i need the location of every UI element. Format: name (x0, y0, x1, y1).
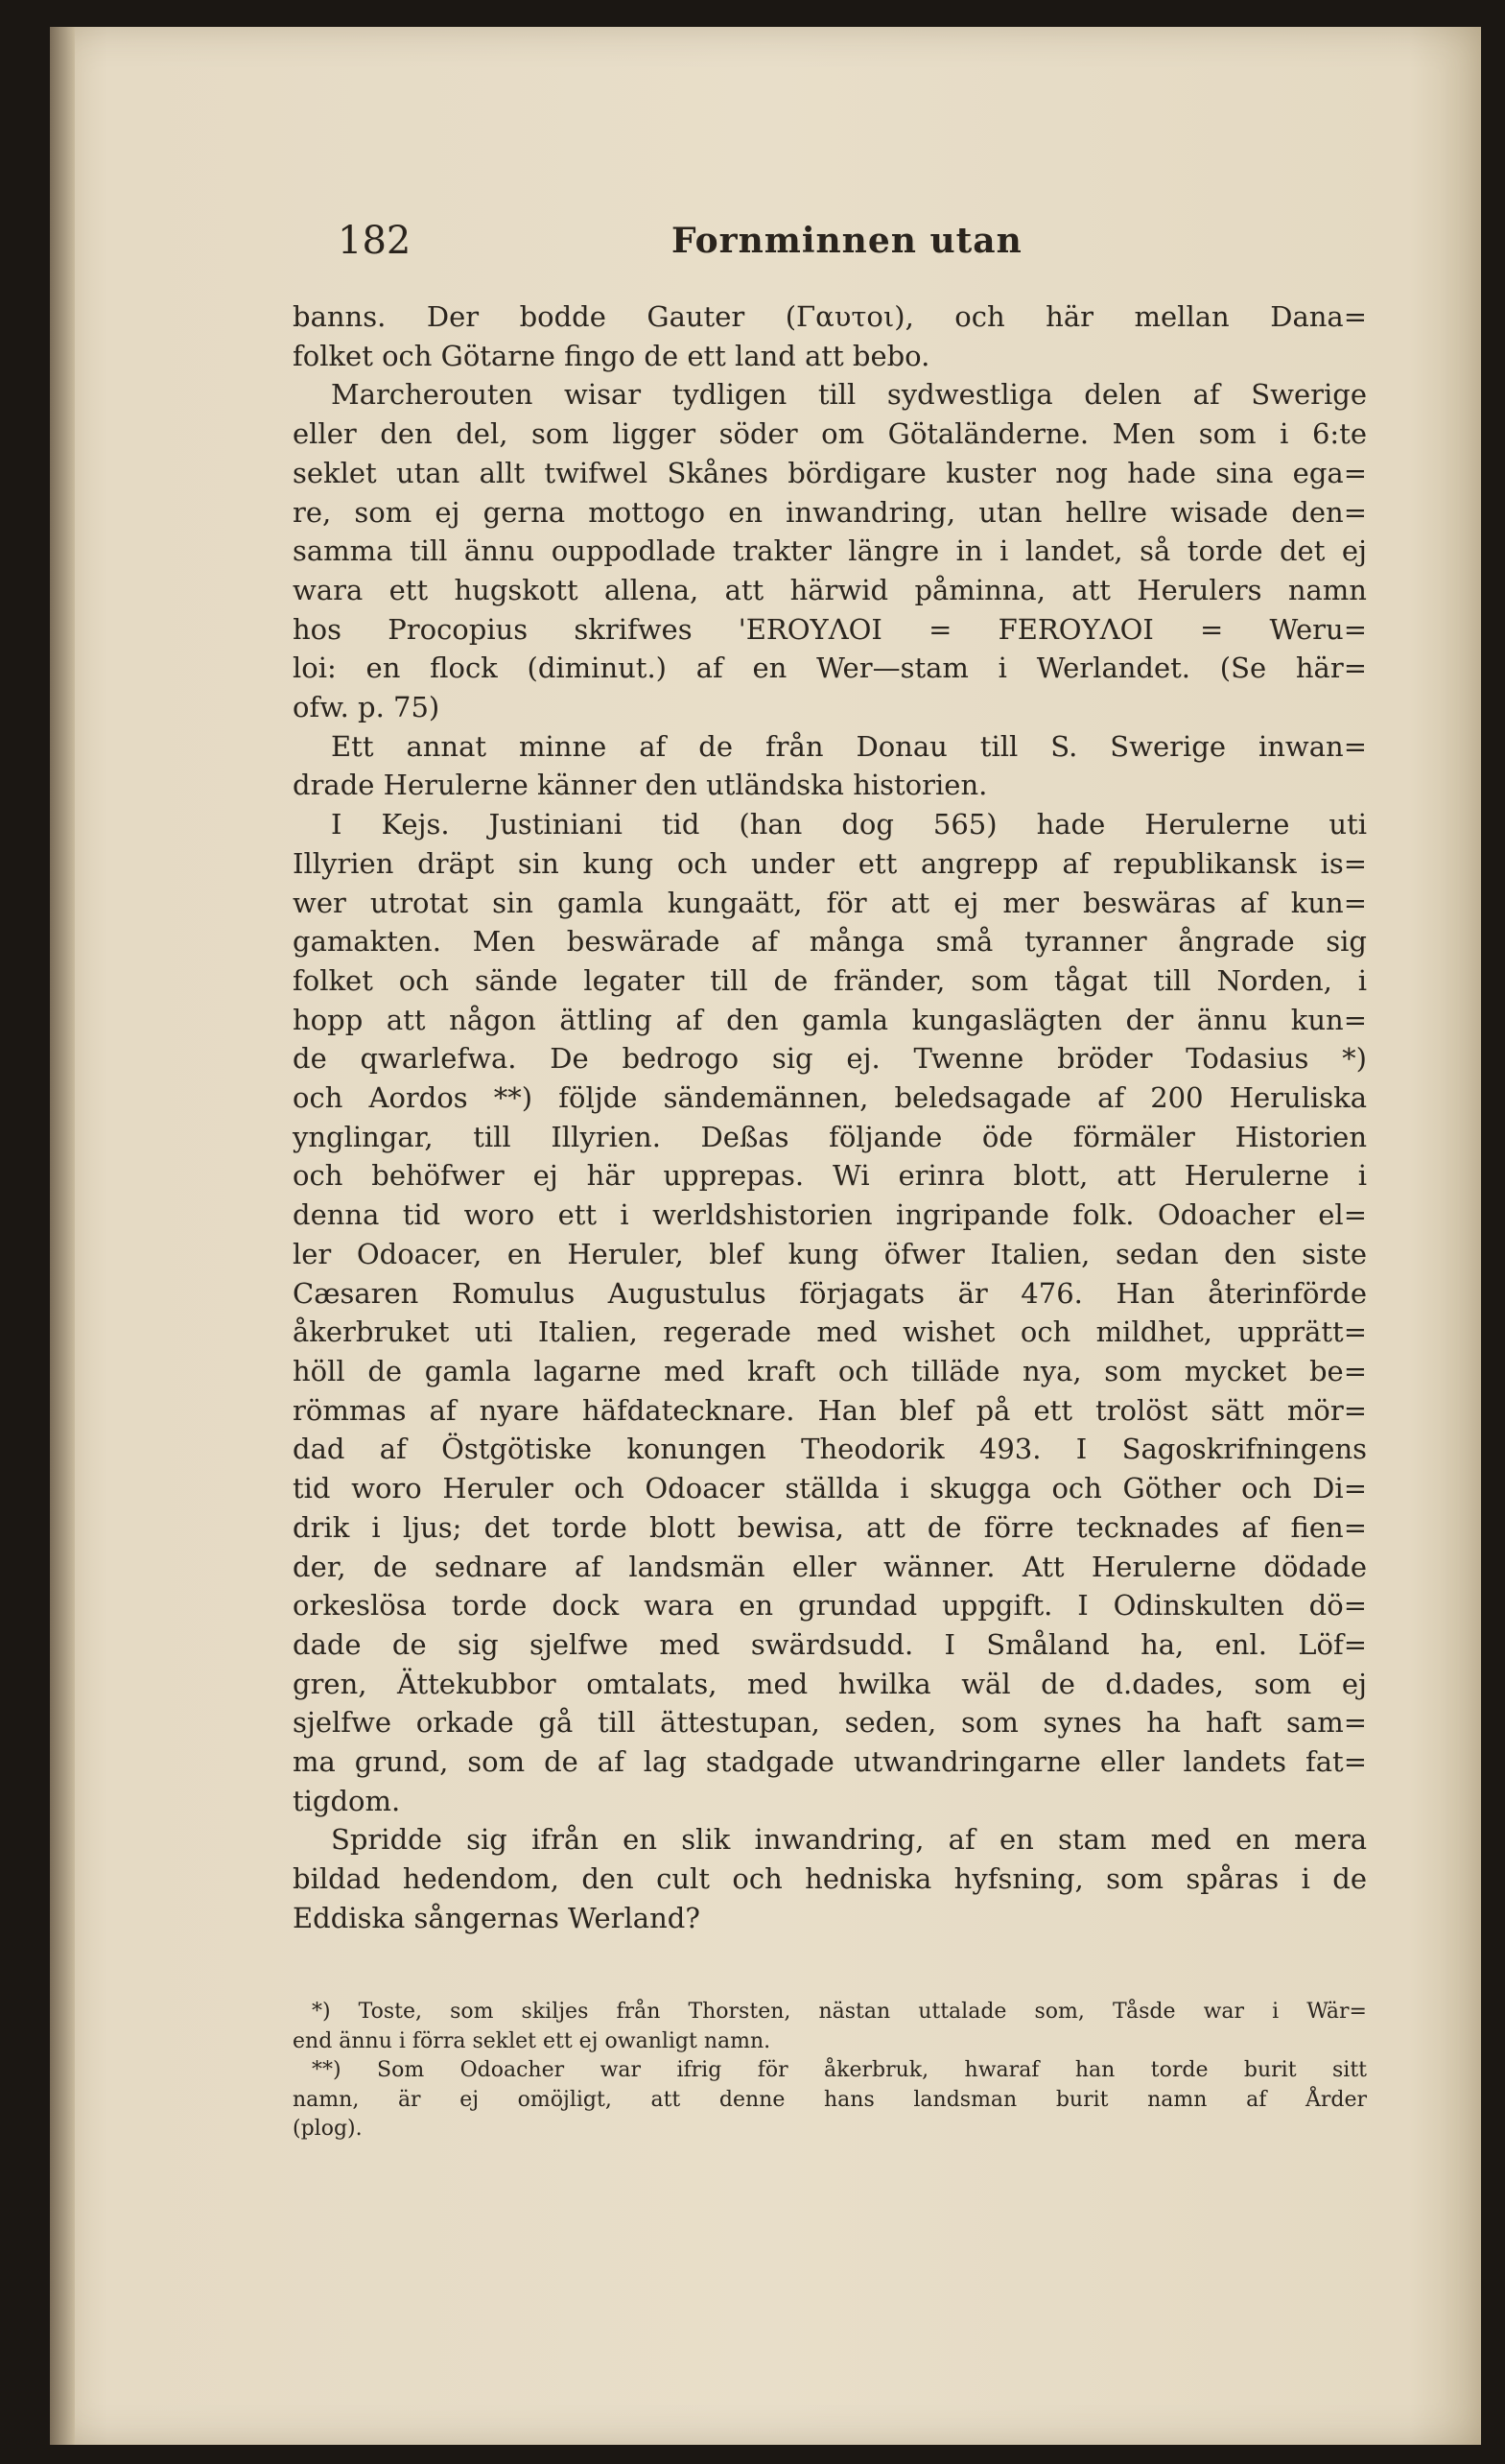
body-line: drade Herulerne känner den utländska historien. (293, 769, 988, 802)
body-line: hos Procopius skrifwes 'EROYΛOI = FEROYΛOI = Weru= (293, 612, 1367, 646)
body-line: ynglingar, till Illyrien. Deßas följande öde förmäler Historien (293, 1120, 1367, 1153)
footnotes (293, 1998, 1367, 2144)
body-line: ofw. p. 75) (293, 691, 440, 724)
body-text (293, 297, 1367, 1938)
body-line: bildad hedendom, den cult och hedniska hyfsning, som spåras i de (293, 1862, 1367, 1896)
body-line: gamakten. Men beswärade af många små tyranner ångrade sig (293, 925, 1367, 959)
body-line: wer utrotat sin gamla kungaätt, för att ej mer beswäras af kun= (293, 886, 1367, 919)
running-title: Fornminnen utan (671, 221, 1023, 261)
page-number: 182 (338, 219, 412, 263)
body-line: samma till ännu ouppodlade trakter längre in i landet, så torde det ej (293, 534, 1367, 568)
footnote-line: end ännu i förra seklet ett ej owanligt namn. (293, 2028, 771, 2053)
body-line: de qwarlefwa. De bedrogo sig ej. Twenne bröder Todasius *) (293, 1042, 1367, 1076)
page-gutter-shadow (50, 27, 75, 2445)
body-line: Marcherouten wisar tydligen till sydwestliga delen af Swerige (331, 378, 1367, 412)
body-line: I Kejs. Justiniani tid (han dog 565) hade Herulerne uti (331, 808, 1367, 841)
body-line: sjelfwe orkade gå till ättestupan, seden, som synes ha haft sam= (293, 1706, 1367, 1740)
body-line: loi: en flock (diminut.) af en Wer—stam i Werlandet. (Se här= (293, 652, 1367, 685)
footnote-line: *) Toste, som skiljes från Thorsten, nästan uttalade som, Tåsde war i Wär= (312, 2000, 1367, 2024)
body-line: ma grund, som de af lag stadgade utwandringarne eller landets fat= (293, 1745, 1367, 1779)
body-line: och behöfwer ej här upprepas. Wi erinra blott, att Herulerne i (293, 1159, 1367, 1193)
body-line: ler Odoacer, en Heruler, blef kung öfwer Italien, sedan den siste (293, 1237, 1367, 1270)
footnote-line: namn, är ej omöjligt, att denne hans landsman burit namn af Årder (293, 2087, 1367, 2112)
body-line: orkeslösa torde dock wara en grundad uppgift. I Odinskulten dö= (293, 1589, 1367, 1623)
body-line: tid woro Heruler och Odoacer ställda i skugga och Göther och Di= (293, 1472, 1367, 1505)
body-line: dade de sig sjelfwe med swärdsudd. I Småland ha, enl. Löf= (293, 1627, 1367, 1661)
body-line: der, de sednare af landsmän eller wänner. Att Herulerne dödade (293, 1550, 1367, 1583)
body-line: Spridde sig ifrån en slik inwandring, af en stam med en mera (331, 1823, 1367, 1857)
body-line: folket och Götarne fingo de ett land att bebo. (293, 339, 930, 372)
body-line: Cæsaren Romulus Augustulus förjagats är 476. Han återinförde (293, 1276, 1367, 1310)
body-line: tigdom. (293, 1784, 401, 1817)
footnote-line: (plog). (293, 2117, 363, 2141)
body-line: Ett annat minne af de från Donau till S. Swerige inwan= (331, 729, 1367, 763)
body-line: höll de gamla lagarne med kraft och tilläde nya, som mycket be= (293, 1354, 1367, 1387)
body-line: åkerbruket uti Italien, regerade med wishet och mildhet, upprätt= (293, 1315, 1367, 1349)
body-line: eller den del, som ligger söder om Götaländerne. Men som i 6:te (293, 417, 1367, 451)
body-line: drik i ljus; det torde blott bewisa, att de förre tecknades af fien= (293, 1510, 1367, 1544)
body-line: hopp att någon ättling af den gamla kungaslägten der ännu kun= (293, 1003, 1367, 1036)
body-line: dad af Östgötiske konungen Theodorik 493. I Sagoskrifningens (293, 1433, 1367, 1466)
body-line: seklet utan allt twifwel Skånes bördigare kuster nog hade sina ega= (293, 456, 1367, 489)
footnote-line: **) Som Odoacher war ifrig för åkerbruk, hwaraf han torde burit sitt (312, 2058, 1367, 2082)
body-line: römmas af nyare häfdatecknare. Han blef på ett trolöst sätt mör= (293, 1393, 1367, 1427)
body-line: folket och sände legater till de fränder, som tågat till Norden, i (293, 963, 1367, 997)
body-line: banns. Der bodde Gauter (Γαυτοι), och här mellan Dana= (293, 300, 1367, 333)
body-line: och Aordos **) följde sändemännen, beledsagade af 200 Heruliska (293, 1081, 1367, 1115)
body-line: re, som ej gerna mottogo en inwandring, utan hellre wisade den= (293, 495, 1367, 529)
body-line: wara ett hugskott allena, att härwid påminna, att Herulers namn (293, 573, 1367, 606)
body-line: denna tid woro ett i werldshistorien ingripande folk. Odoacher el= (293, 1198, 1367, 1232)
body-line: gren, Ättekubbor omtalats, med hwilka wäl de d.dades, som ej (293, 1667, 1367, 1700)
body-line: Illyrien dräpt sin kung och under ett angrepp af republikansk is= (293, 846, 1367, 880)
body-line: Eddiska sångernas Werland? (293, 1901, 700, 1934)
